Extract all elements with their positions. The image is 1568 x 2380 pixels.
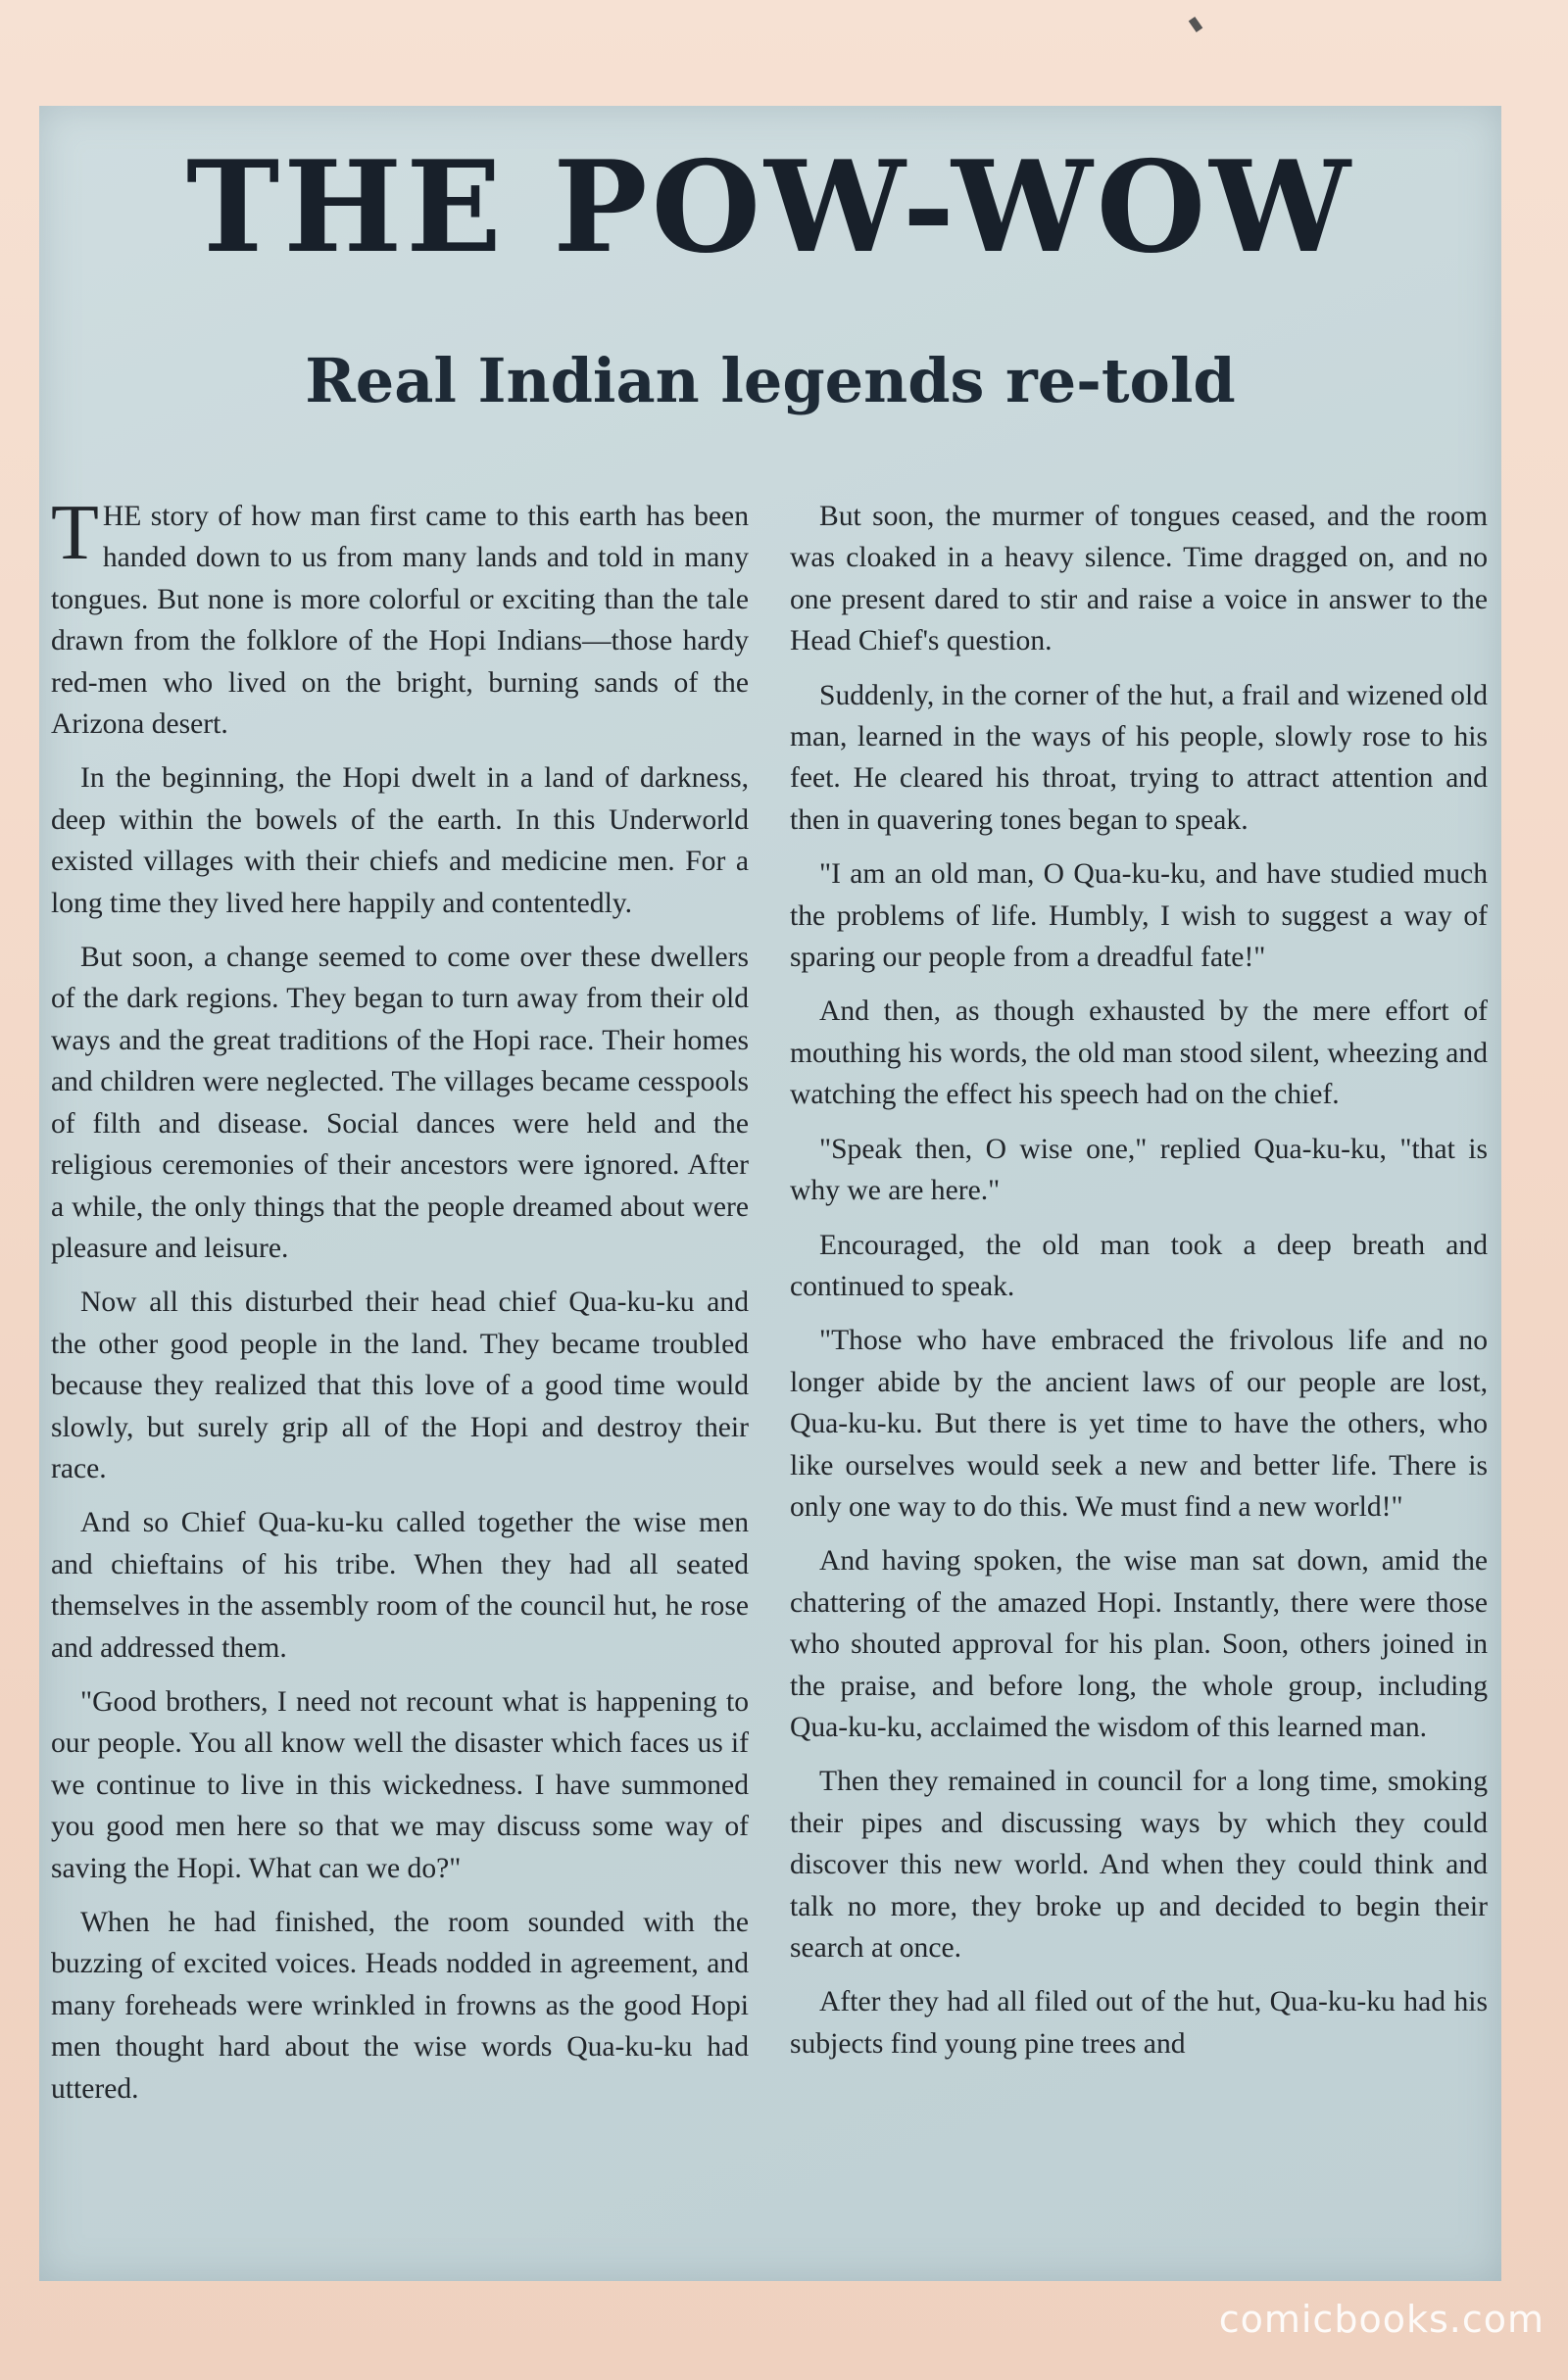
paragraph: And so Chief Qua-ku-ku called together the wise men and chieftains of his tribe. When they had all seated themselves in the assembly room of the council hut, he rose and addressed them.: [51, 1507, 749, 1664]
paragraph: When he had finished, the room sounded with the buzzing of excited voices. Heads nodded in agreement, and many foreheads were wrinkled in frowns as the good Hopi men thought hard about the wise words Qua-ku-ku had uttered.: [51, 1907, 749, 2105]
site-watermark: comicbooks.com: [1218, 2298, 1544, 2341]
paragraph: Then they remained in council for a long time, smoking their pipes and discussing ways by which they could discover this new world. And when they could think and talk no more, they broke up and decided to begin their search at once.: [790, 1766, 1488, 1964]
paragraph: "Good brothers, I need not recount what is happening to our people. You all know well the disaster which faces us if we continue to live in this wickedness. I have summoned you good men here so that we may discuss some way of saving the Hopi. What can we do?": [51, 1685, 749, 1884]
paragraph: And then, as though exhausted by the mere effort of mouthing his words, the old man stood silent, wheezing and watching the effect his speech had on the chief.: [790, 996, 1488, 1111]
paragraph: But soon, a change seemed to come over these dwellers of the dark regions. They began to turn away from their old ways and the great traditions of the Hopi race. Their homes and children were neglected. The villages became cesspools of filth and disease. Social dances were held and the religious ceremonies of their ancestors were ignored. After a while, the only things that the people dreamed about were pleasure and leisure.: [51, 942, 749, 1264]
paragraph: In the beginning, the Hopi dwelt in a land of darkness, deep within the bowels of the earth. In this Underworld existed villages with their chiefs and medicine men. For a long time they lived here happily and contentedly.: [51, 762, 749, 919]
paragraph: "Speak then, O wise one," replied Qua-ku-ku, "that is why we are here.": [790, 1133, 1488, 1207]
page-title: THE POW-WOW: [186, 134, 1354, 281]
paragraph: But soon, the murmer of tongues ceased, and the room was cloaked in a heavy silence. Time dragged on, and no one present dared to stir and raise a voice in answer to the Head Chief's question.: [790, 501, 1488, 657]
paragraph: Encouraged, the old man took a deep breath and continued to speak.: [790, 1229, 1488, 1302]
right-column: [790, 496, 1488, 2077]
opening-paragraph-text: HE story of how man first came to this earth has been handed down to us from many lands and told in many tongues. But none is more colorful or exciting than the tale drawn from the folklore of the Hopi Indians—those hardy red-men who lived on the bright, burning sands of the Arizona desert.: [51, 501, 749, 741]
left-column: [51, 490, 749, 2122]
paragraph: "Those who have embraced the frivolous life and no longer abide by the ancient laws of our people are lost, Qua-ku-ku. But there is yet time to have the others, who like ourselves would seek a new and better life. There is only one way to do this. We must find a new world!": [790, 1325, 1488, 1523]
page-subtitle: Real Indian legends re-told: [305, 345, 1236, 416]
paragraph: Suddenly, in the corner of the hut, a frail and wizened old man, learned in the ways of his people, slowly rose to his feet. He cleared his throat, trying to attract attention and then in quavering tones began to speak.: [790, 679, 1488, 836]
paragraph: And having spoken, the wise man sat down, amid the chattering of the amazed Hopi. Instantly, there were those who shouted approval for his plan. Soon, others joined in the praise, and before long, the whole group, including Qua-ku-ku, acclaimed the wisdom of this learned man.: [790, 1545, 1488, 1743]
paragraph: After they had all filed out of the hut, Qua-ku-ku had his subjects find young pine trees and: [790, 1986, 1488, 2060]
paragraph: Now all this disturbed their head chief Qua-ku-ku and the other good people in the land. They became troubled because they realized that this love of a good time would slowly, but surely grip all of the Hopi and destroy their race.: [51, 1287, 749, 1484]
drop-cap: T: [51, 490, 99, 576]
opening-paragraph: [51, 490, 749, 745]
paragraph: "I am an old man, O Qua-ku-ku, and have studied much the problems of life. Humbly, I wish to suggest a way of sparing our people from a dreadful fate!": [790, 858, 1488, 974]
